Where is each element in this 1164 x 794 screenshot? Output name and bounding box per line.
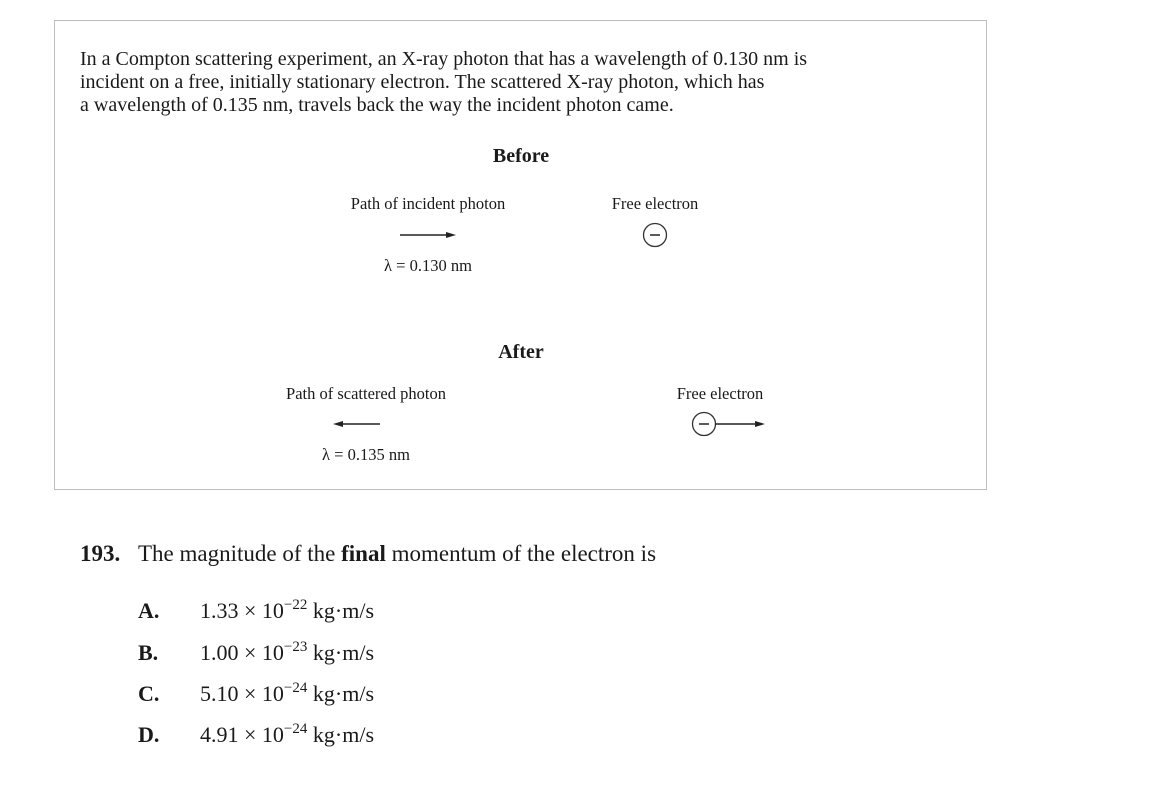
option-letter[interactable]: C.: [138, 681, 160, 706]
option-letter[interactable]: B.: [138, 640, 159, 665]
option-letter[interactable]: D.: [138, 722, 160, 747]
stem-line-3: a wavelength of 0.135 nm, travels back the way the incident photon came.: [80, 94, 674, 116]
option-d[interactable]: $4.91 \times 10^{-24}$ kg·m/s: [200, 721, 375, 747]
option-c[interactable]: $5.10 \times 10^{-24}$ kg·m/s: [200, 680, 375, 706]
question-text: The magnitude of the final momentum of the electron is: [138, 541, 657, 566]
before-heading: Before: [492, 145, 550, 167]
electron-after-icon: [693, 413, 766, 436]
option-a[interactable]: $1.33 \times 10^{-22}$ kg·m/s: [200, 597, 375, 623]
stem-line-2: incident on a free, initially stationary electron. The scattered X-ray photon, which has: [80, 71, 765, 93]
after-electron-label: Free electron: [676, 384, 764, 403]
scattered-photon-label: Path of scattered photon: [286, 384, 446, 403]
scattered-arrow-icon: [333, 421, 380, 427]
option-b[interactable]: $1.00 \times 10^{-23}$ kg·m/s: [200, 639, 375, 665]
stem-line-1: In a Compton scattering experiment, an X-ray photon that has a wavelength of 0.130 nm is: [80, 48, 808, 70]
scattered-wavelength: λ = 0.135 nm: [322, 445, 410, 464]
incident-wavelength: λ = 0.130 nm: [384, 256, 472, 275]
after-heading: After: [498, 341, 544, 363]
electron-before-icon: [644, 224, 667, 247]
incident-photon-label: Path of incident photon: [350, 194, 506, 213]
option-letter[interactable]: A.: [138, 598, 160, 623]
incident-arrow-icon: [400, 232, 456, 238]
question-number: 193.: [80, 541, 121, 566]
before-electron-label: Free electron: [611, 194, 699, 213]
